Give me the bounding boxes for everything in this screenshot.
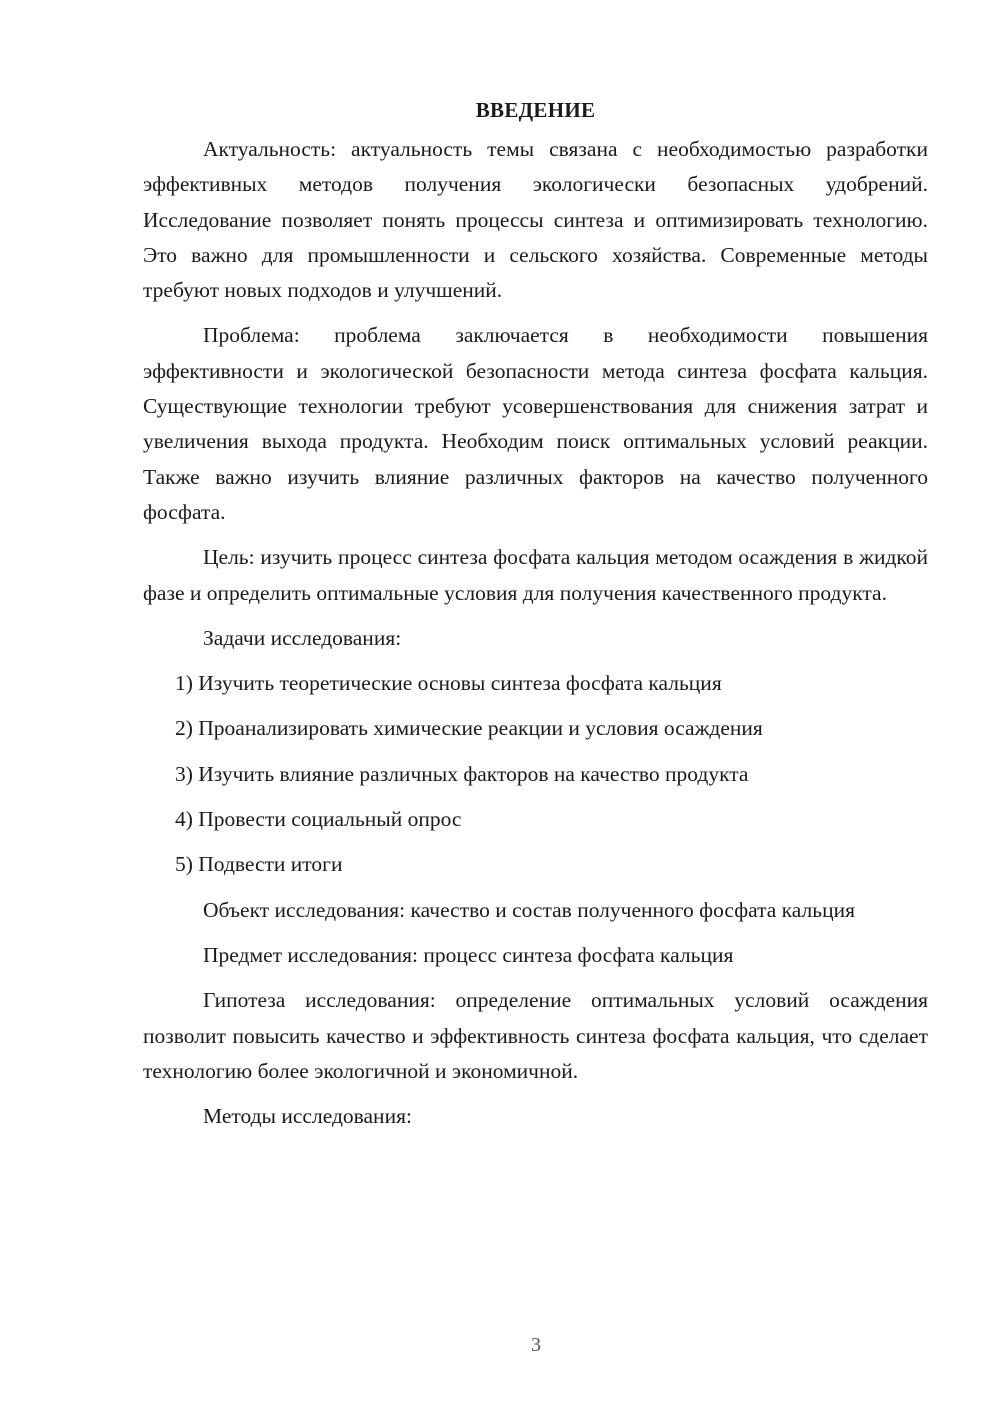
- page-number: 3: [531, 1334, 541, 1356]
- page-title: ВВЕДЕНИЕ: [475, 98, 596, 122]
- list-item: 4) Провести социальный опрос: [175, 807, 462, 832]
- list-item: 5) Подвести итоги: [175, 852, 343, 877]
- list-item: 3) Изучить влияние различных факторов на качество продукта: [175, 761, 749, 786]
- list-item: 2) Проанализировать химические реакции и условия осаждения: [175, 716, 763, 741]
- list-item: 1) Изучить теоретические основы синтеза фосфата кальция: [175, 671, 722, 696]
- document-page: [143, 92, 928, 1144]
- paragraph-goal: Цель: изучить процесс синтеза фосфата кальция методом осаждения в жидкой фазе и определить оптимальные условия для получения качественного продукта.: [143, 545, 928, 605]
- methods-title: Методы исследования:: [203, 1104, 412, 1129]
- paragraph-relevance: Актуальность: актуальность темы связана с необходимостью разработки эффективных методов получения экологически безопасных удобрений. Исследование позволяет понять процессы синтеза и оптимизировать технологию. Это важно для промышленности и сельского хозяйства. Современные методы требуют новых подходов и улучшений.: [143, 137, 928, 303]
- tasks-title: Задачи исследования:: [203, 625, 402, 650]
- paragraph-subject: Предмет исследования: процесс синтеза фосфата кальция: [203, 942, 734, 967]
- paragraph-object: Объект исследования: качество и состав полученного фосфата кальция: [203, 897, 855, 922]
- paragraph-hypothesis: Гипотеза исследования: определение оптимальных условий осаждения позволит повысить качество и эффективность синтеза фосфата кальция, что сделает технологию более экологичной и экономичной.: [143, 988, 928, 1083]
- tasks-list: [143, 666, 928, 882]
- paragraph-problem: Проблема: проблема заключается в необходимости повышения эффективности и экологической безопасности метода синтеза фосфата кальция. Существующие технологии требуют усовершенствования для снижения затрат и увеличения выхода продукта. Необходим поиск оптимальных условий реакции. Также важно изучить влияние различных факторов на качество полученного фосфата.: [143, 323, 928, 524]
